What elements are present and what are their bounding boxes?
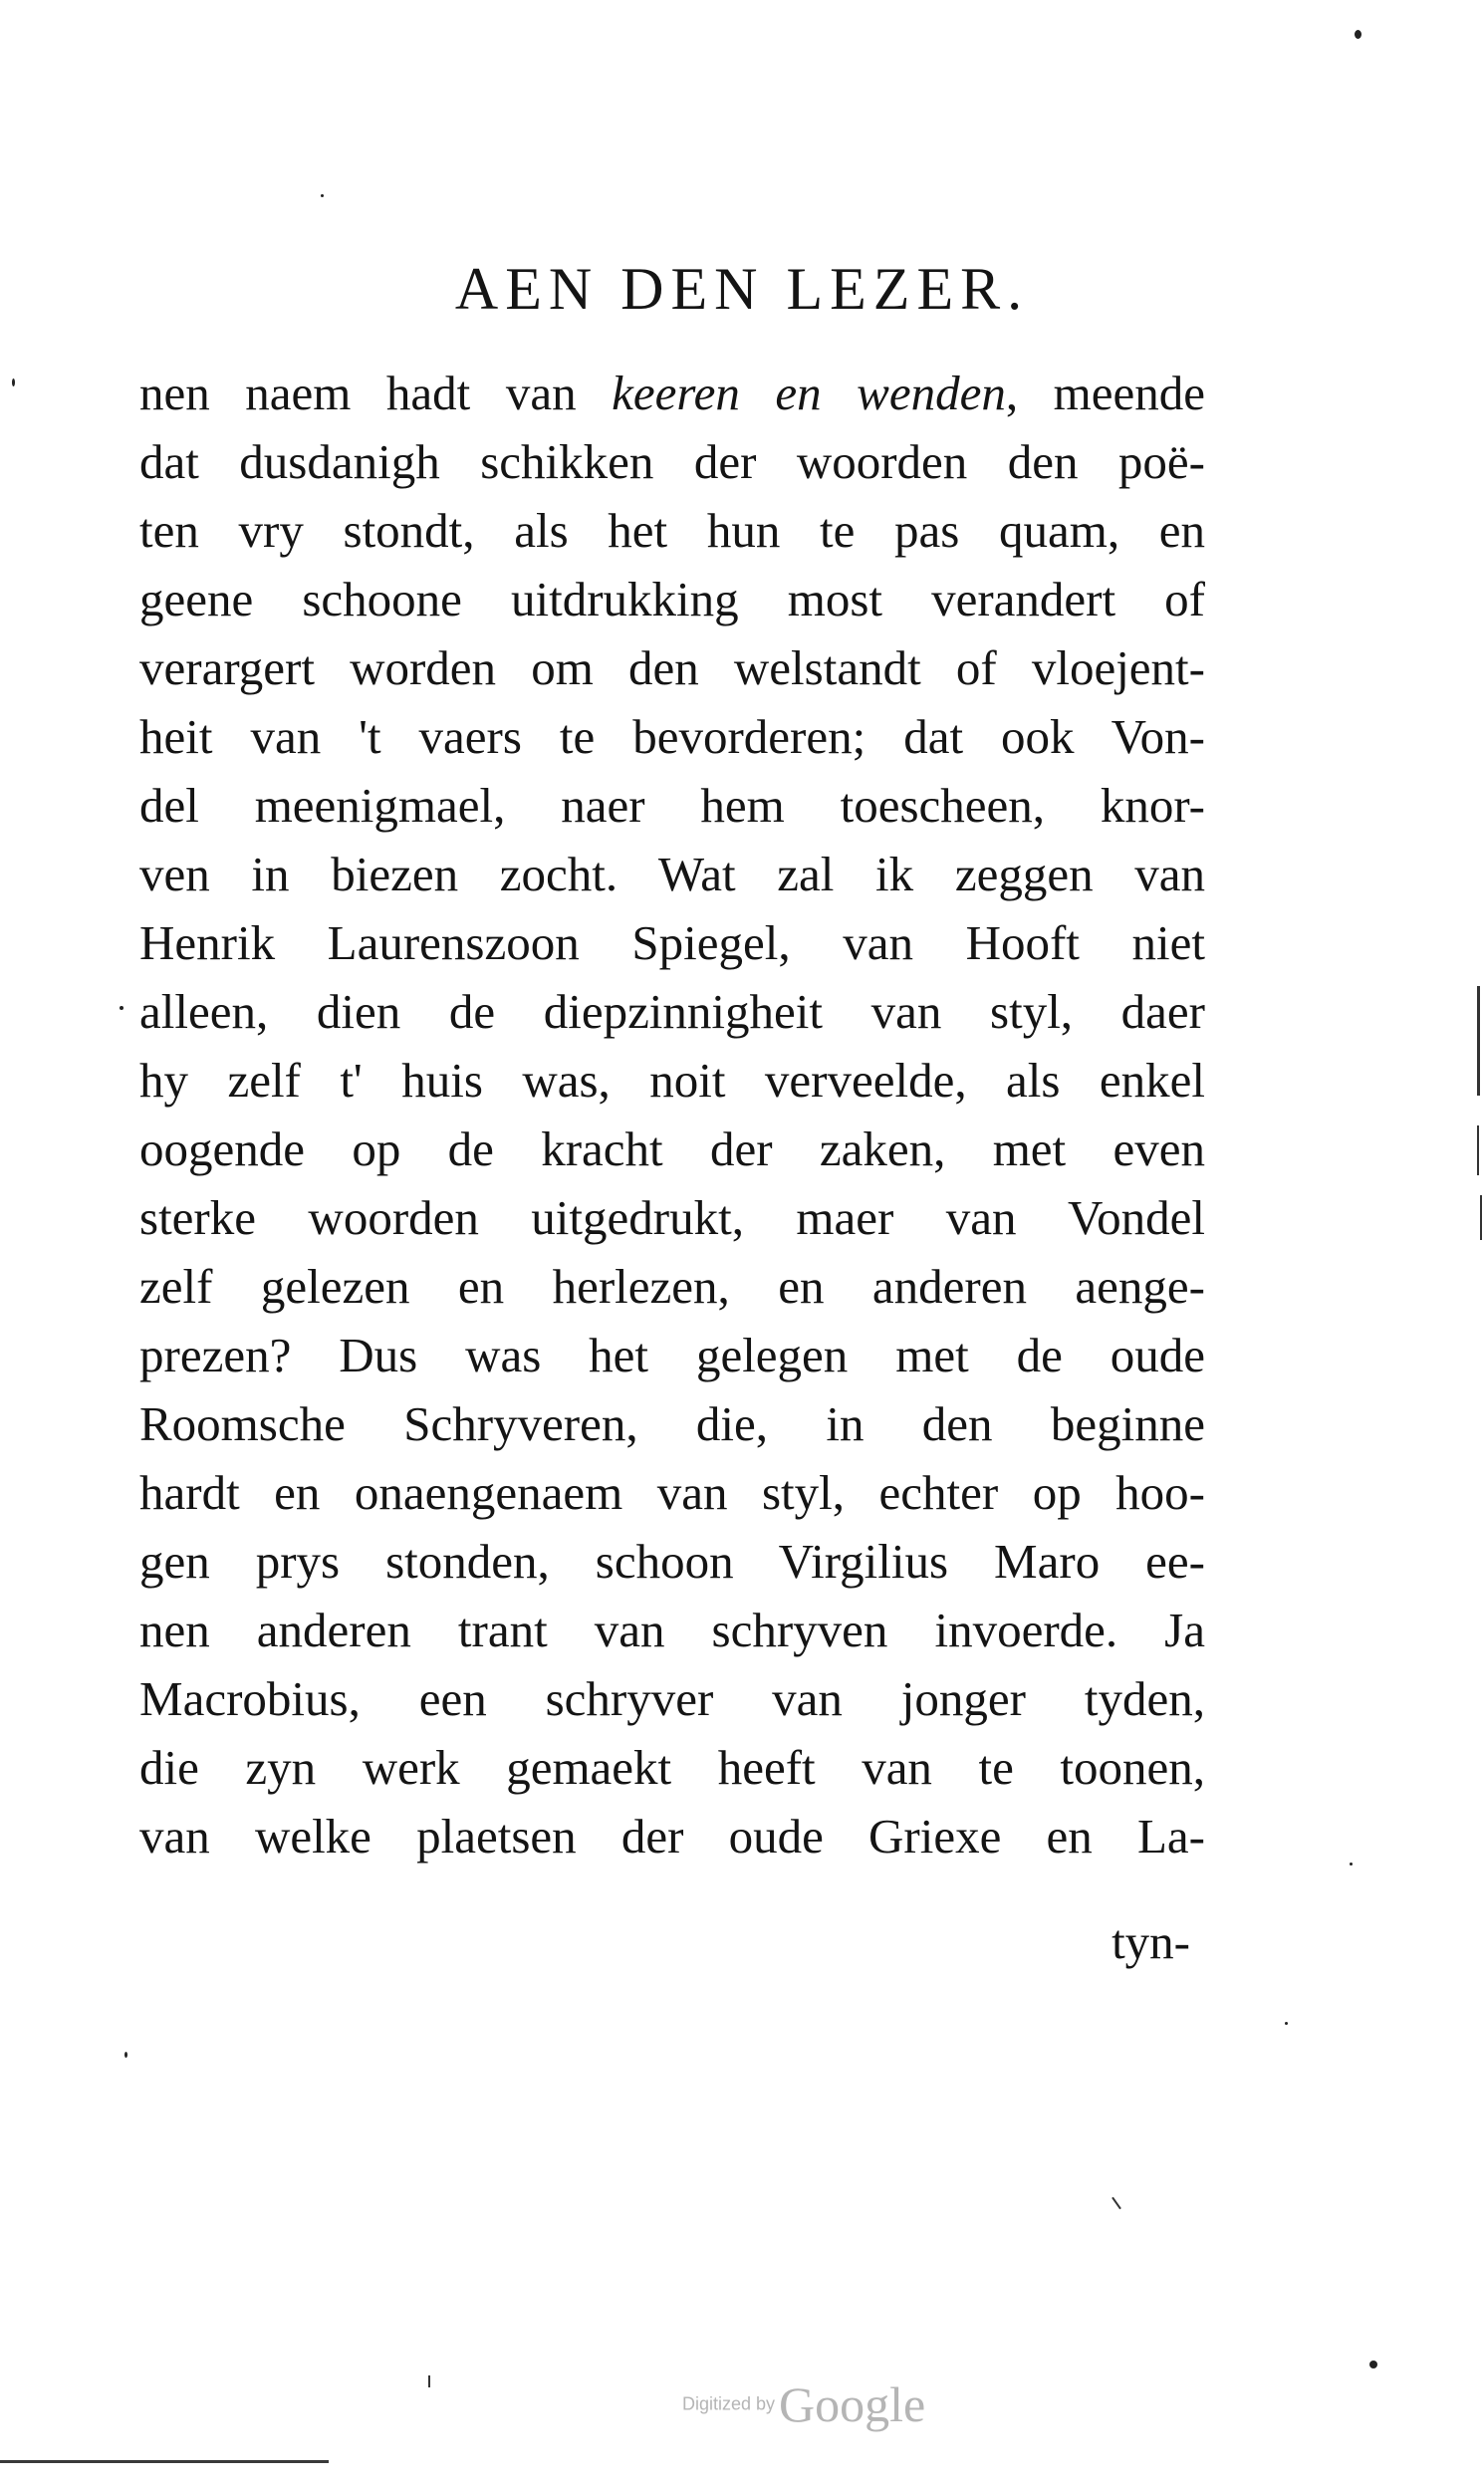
scan-speck — [120, 1006, 124, 1010]
bottom-rule — [0, 2460, 329, 2463]
text-line: alleen, dien de diepzinnigheit van styl, daer — [139, 984, 1205, 1039]
margin-mark — [1477, 1125, 1479, 1175]
text-line: gen prys stonden, schoon Virgilius Maro ee- — [139, 1534, 1205, 1589]
text-line: ten vry stondt, als het hun te pas quam, en — [139, 503, 1205, 558]
page-title: AEN DEN LEZER. — [454, 256, 1030, 322]
margin-mark — [1477, 986, 1480, 1096]
text-line: hardt en onaengenaem van styl, echter op hoo- — [139, 1465, 1205, 1520]
text-line: nen anderen trant van schryven invoerde. Ja — [139, 1603, 1205, 1657]
text-line: nen naem hadt van keeren en wenden, meende — [139, 366, 1205, 420]
scan-speck — [321, 194, 324, 197]
scan-speck — [1355, 30, 1361, 39]
text-line: heit van 't vaers te bevorderen; dat ook Von- — [139, 709, 1205, 764]
digitized-watermark — [682, 2375, 925, 2433]
watermark-brand: Google — [779, 2376, 926, 2432]
text-line: prezen? Dus was het gelegen met de oude — [139, 1328, 1205, 1382]
scan-speck — [124, 2052, 127, 2058]
text-line: van welke plaetsen der oude Griexe en La- — [139, 1809, 1205, 1864]
catchword: tyn- — [1112, 1914, 1190, 1969]
text-line: geene schoone uitdrukking most verandert of — [139, 572, 1205, 626]
text-line: Henrik Laurenszoon Spiegel, van Hooft niet — [139, 915, 1205, 970]
scan-speck — [1350, 1863, 1353, 1866]
text-line: oogende op de kracht der zaken, met even — [139, 1121, 1205, 1176]
text-line: verargert worden om den welstandt of vloejent- — [139, 640, 1205, 695]
scan-speck — [12, 378, 15, 386]
text-line: hy zelf t' huis was, noit verveelde, als enkel — [139, 1053, 1205, 1108]
text-line: Roomsche Schryveren, die, in den beginne — [139, 1396, 1205, 1451]
text-line: dat dusdanigh schikken der woorden den poë- — [139, 434, 1205, 489]
scan-speck — [1285, 2022, 1288, 2025]
body-text — [139, 359, 1205, 1870]
text-line: die zyn werk gemaekt heeft van te toonen, — [139, 1740, 1205, 1795]
text-line: ven in biezen zocht. Wat zal ik zeggen van — [139, 847, 1205, 901]
margin-mark — [428, 2375, 430, 2387]
text-line: sterke woorden uitgedrukt, maer van Vondel — [139, 1190, 1205, 1245]
text-line: Macrobius, een schryver van jonger tyden, — [139, 1671, 1205, 1726]
margin-mark — [1480, 1195, 1482, 1240]
text-line: del meenigmael, naer hem toescheen, knor- — [139, 778, 1205, 833]
watermark-prefix: Digitized by — [682, 2393, 776, 2414]
scan-speck — [1369, 2361, 1377, 2368]
text-line: zelf gelezen en herlezen, en anderen aenge- — [139, 1259, 1205, 1314]
margin-mark — [1112, 2197, 1121, 2210]
